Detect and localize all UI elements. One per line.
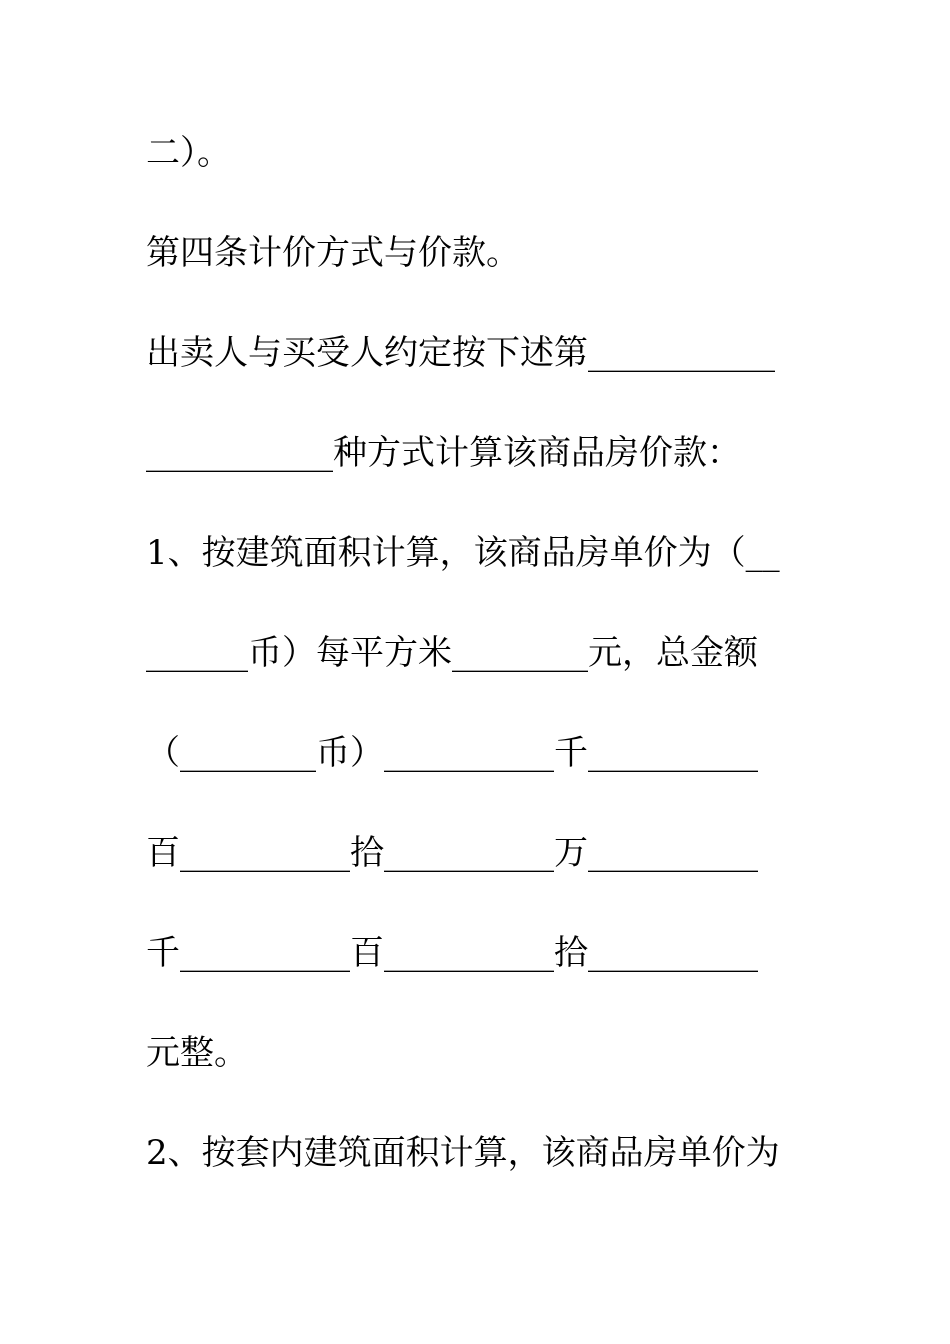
clause-2-line: 2、按套内建筑面积计算，该商品房单价为 (146, 1133, 780, 1173)
text-line-continuation: 二）。 (146, 133, 231, 173)
clause-1-line: 1、按建筑面积计算，该商品房单价为（__ (146, 533, 780, 573)
article-heading: 第四条计价方式与价款。 (146, 233, 520, 273)
clause-1-price-line: ______币）每平方米________元，总金额 (146, 633, 758, 673)
text-line-agreement: 出卖人与买受人约定按下述第___________ (146, 333, 775, 373)
clause-1-amount-line-2: 百__________拾__________万__________ (146, 833, 758, 873)
clause-1-amount-line-1: （________币）__________千__________ (146, 733, 758, 773)
clause-1-amount-end: 元整。 (146, 1033, 248, 1073)
clause-1-amount-line-3: 千__________百__________拾__________ (146, 933, 758, 973)
text-line-method: ___________种方式计算该商品房价款： (146, 433, 741, 473)
